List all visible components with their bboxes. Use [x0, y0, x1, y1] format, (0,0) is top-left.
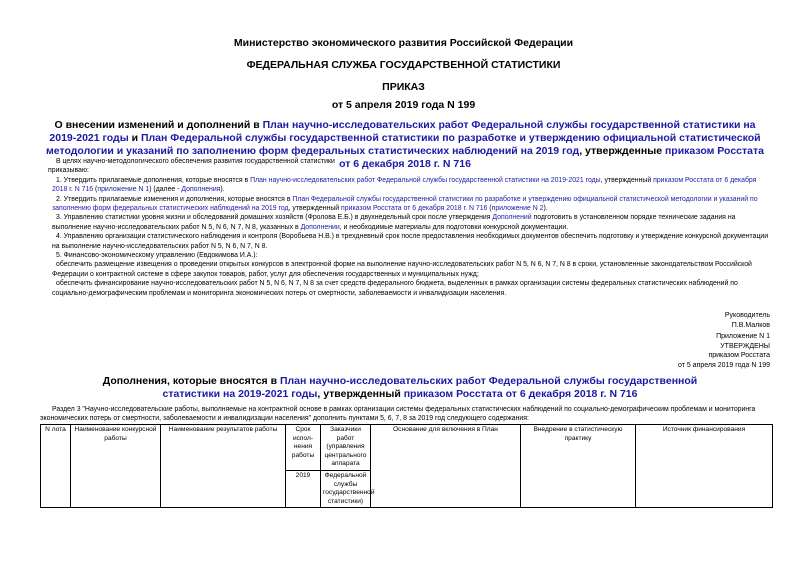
paragraph-5a: обеспечить размещение извещения о проведении открытых конкурсов в электронной форме на выполнение научно-исследовательских работ N 5, N 6, N 7, N 8 в сроки, установленные законодательством Российской Федерации о контрактной системе в сфере закупок товаров, работ, услуг для обеспечения государственных и муниципальных нужд; — [52, 261, 752, 278]
header-results: Наименование результатов работы — [161, 425, 286, 508]
paragraph-3 — [52, 213, 770, 232]
service-heading: ФЕДЕРАЛЬНАЯ СЛУЖБА ГОСУДАРСТВЕННОЙ СТАТИСТИКИ — [246, 59, 561, 71]
paragraph-4: 4. Управлению организации статистического наблюдения и контроля (Воробьева Н.В.) в трехдневный срок после предоставления необходимых документов обеспечить подготовку и утверждение конкурсной документации на выполнение научно-исследовательских работ N 5, N 6, N 7, N 8. — [52, 233, 769, 250]
text: ( — [487, 205, 492, 213]
section-link-research-plan[interactable]: План научно-исследовательских работ Федеральной службы государственной статистики на 2019-2021 годы — [162, 375, 698, 400]
text: подготовить в установленном порядке технические задания на выполнение научно-исследовательских работ N 5, N 6, N 7, N 8, указанных в — [52, 214, 736, 231]
text: 1. Утвердить прилагаемые дополнения, которые вносятся в — [56, 176, 251, 184]
title-link-research-plan[interactable]: План научно-исследовательских работ Федеральной службы государственной статистики на 2019-2021 годы — [49, 119, 756, 144]
text: , утвержденный — [288, 205, 342, 213]
text: , и необходимые материалы для подготовки конкурсной документации. — [339, 223, 569, 231]
title-text: и — [128, 132, 141, 144]
paragraph-2 — [52, 195, 770, 214]
approved-date: от 5 апреля 2019 года N 199 — [677, 361, 770, 369]
approved-by: приказом Росстата — [708, 352, 770, 360]
link-methodology-plan[interactable]: План Федеральной службы государственной статистики по разработке и утверждению официальной статистической методологии и указаний по заполнению форм федеральных статистических наблюдений на 2019 год — [52, 195, 758, 213]
title-link-methodology-plan[interactable]: План Федеральной службы государственной статистики по разработке и утверждению официальной статистической методологии и указаний по заполнению форм федеральных статистических наблюдений на 2019 год — [46, 132, 761, 157]
text: ) (далее - — [149, 186, 182, 194]
signature-block — [725, 311, 770, 330]
order-body — [48, 157, 770, 298]
section-title — [100, 375, 700, 401]
link-order-716[interactable]: приказом Росстата от 6 декабря 2018 г. N 716 — [52, 176, 757, 194]
text: ( — [93, 186, 98, 194]
section-link-order-716[interactable]: приказом Росстата от 6 декабря 2018 г. N 716 — [403, 388, 638, 400]
paragraph-5: 5. Финансово-экономическому управлению (Евдокимова И.А.): — [56, 252, 258, 260]
link-supplement[interactable]: Дополнении — [300, 223, 340, 231]
paragraph-1 — [52, 176, 770, 195]
text: ). — [543, 205, 548, 213]
title-text: , утвержденный — [317, 388, 404, 400]
title-text: , утвержденные — [579, 145, 665, 157]
text: , утвержденный — [600, 176, 654, 184]
appendix-note — [678, 332, 770, 370]
header-practice: Внедрение в статистическую практику — [521, 425, 636, 508]
header-work-name: Наименование конкурсной работы — [71, 425, 161, 508]
title-text: Дополнения, которые вносятся в — [102, 375, 280, 387]
ministry-heading: Министерство экономического развития Российской Федерации — [233, 37, 574, 49]
order-word: приказываю: — [48, 167, 89, 175]
signature-role: Руководитель — [724, 312, 770, 319]
intro-paragraph: В целях научно-методологического обеспечения развития государственной статистики — [56, 158, 335, 165]
header-basis: Основание для включения в План — [371, 425, 521, 508]
link-supplements[interactable]: Дополнения — [181, 186, 221, 194]
text: ). — [220, 186, 225, 194]
link-research-plan[interactable]: План научно-исследовательских работ Федеральной службы государственной статистики на 2019-2021 годы — [250, 176, 601, 184]
header-term: Срок испол-нения работы — [286, 425, 321, 471]
signature-name: П.В.Малков — [731, 321, 770, 329]
paragraph-5b: обеспечить финансирование научно-исследовательских работ N 5, N 6, N 7, N 8 за счет средств федерального бюджета, выделенных в рамках организации системы федеральных статистических наблюдений по социально-демографическим проблемам и мониторинга экономических потерь от смертности, заболеваемости и инвалидизации населения. — [52, 280, 738, 297]
title-link-order-716[interactable]: приказом Росстата от 6 декабря 2018 г. N 716 — [339, 145, 764, 170]
link-supplements[interactable]: Дополнений — [492, 214, 532, 222]
order-heading: ПРИКАЗ — [382, 81, 425, 93]
link-appendix-2[interactable]: приложение N 2 — [491, 205, 544, 213]
link-order-716[interactable]: приказом Росстата от 6 декабря 2018 г. N 716 — [341, 205, 488, 213]
header-customer: Заказчики работ (управления центрального аппарата — [321, 425, 371, 471]
header-lot-number: N лота — [41, 425, 71, 508]
header-financing-source: Источник финансирования — [636, 425, 773, 508]
cell-year: 2019 — [286, 470, 321, 507]
appendix-number: Приложение N 1 — [716, 333, 770, 340]
section-paragraph: Раздел 3 "Научно-исследовательские работы, выполняемые на контрактной основе в рамках организации системы федеральных статистических наблюдений по социально-демографическим проблемам и мониторинга экономических потерь от смертности, заболеваемости и инвалидизации населения" дополнить пунктами 5, 6, 7, 8 за 2019 год следующего содержания: — [40, 406, 756, 423]
title-text: О внесении изменений и дополнений в — [54, 119, 263, 131]
cell-customer-cont: Федеральной службы государственной статистики) — [321, 470, 371, 507]
text: 3. Управлению статистики уровня жизни и обследований домашних хозяйств (Фролова Е.Б.) в двухнедельный срок после утверждения — [56, 214, 493, 222]
order-date: от 5 апреля 2019 года N 199 — [331, 99, 476, 111]
text: 2. Утвердить прилагаемые изменения и дополнения, которые вносятся в — [56, 195, 293, 203]
plan-table — [40, 424, 773, 508]
link-appendix-1[interactable]: приложение N 1 — [97, 186, 150, 194]
approved-label: УТВЕРЖДЕНЫ — [720, 342, 770, 350]
